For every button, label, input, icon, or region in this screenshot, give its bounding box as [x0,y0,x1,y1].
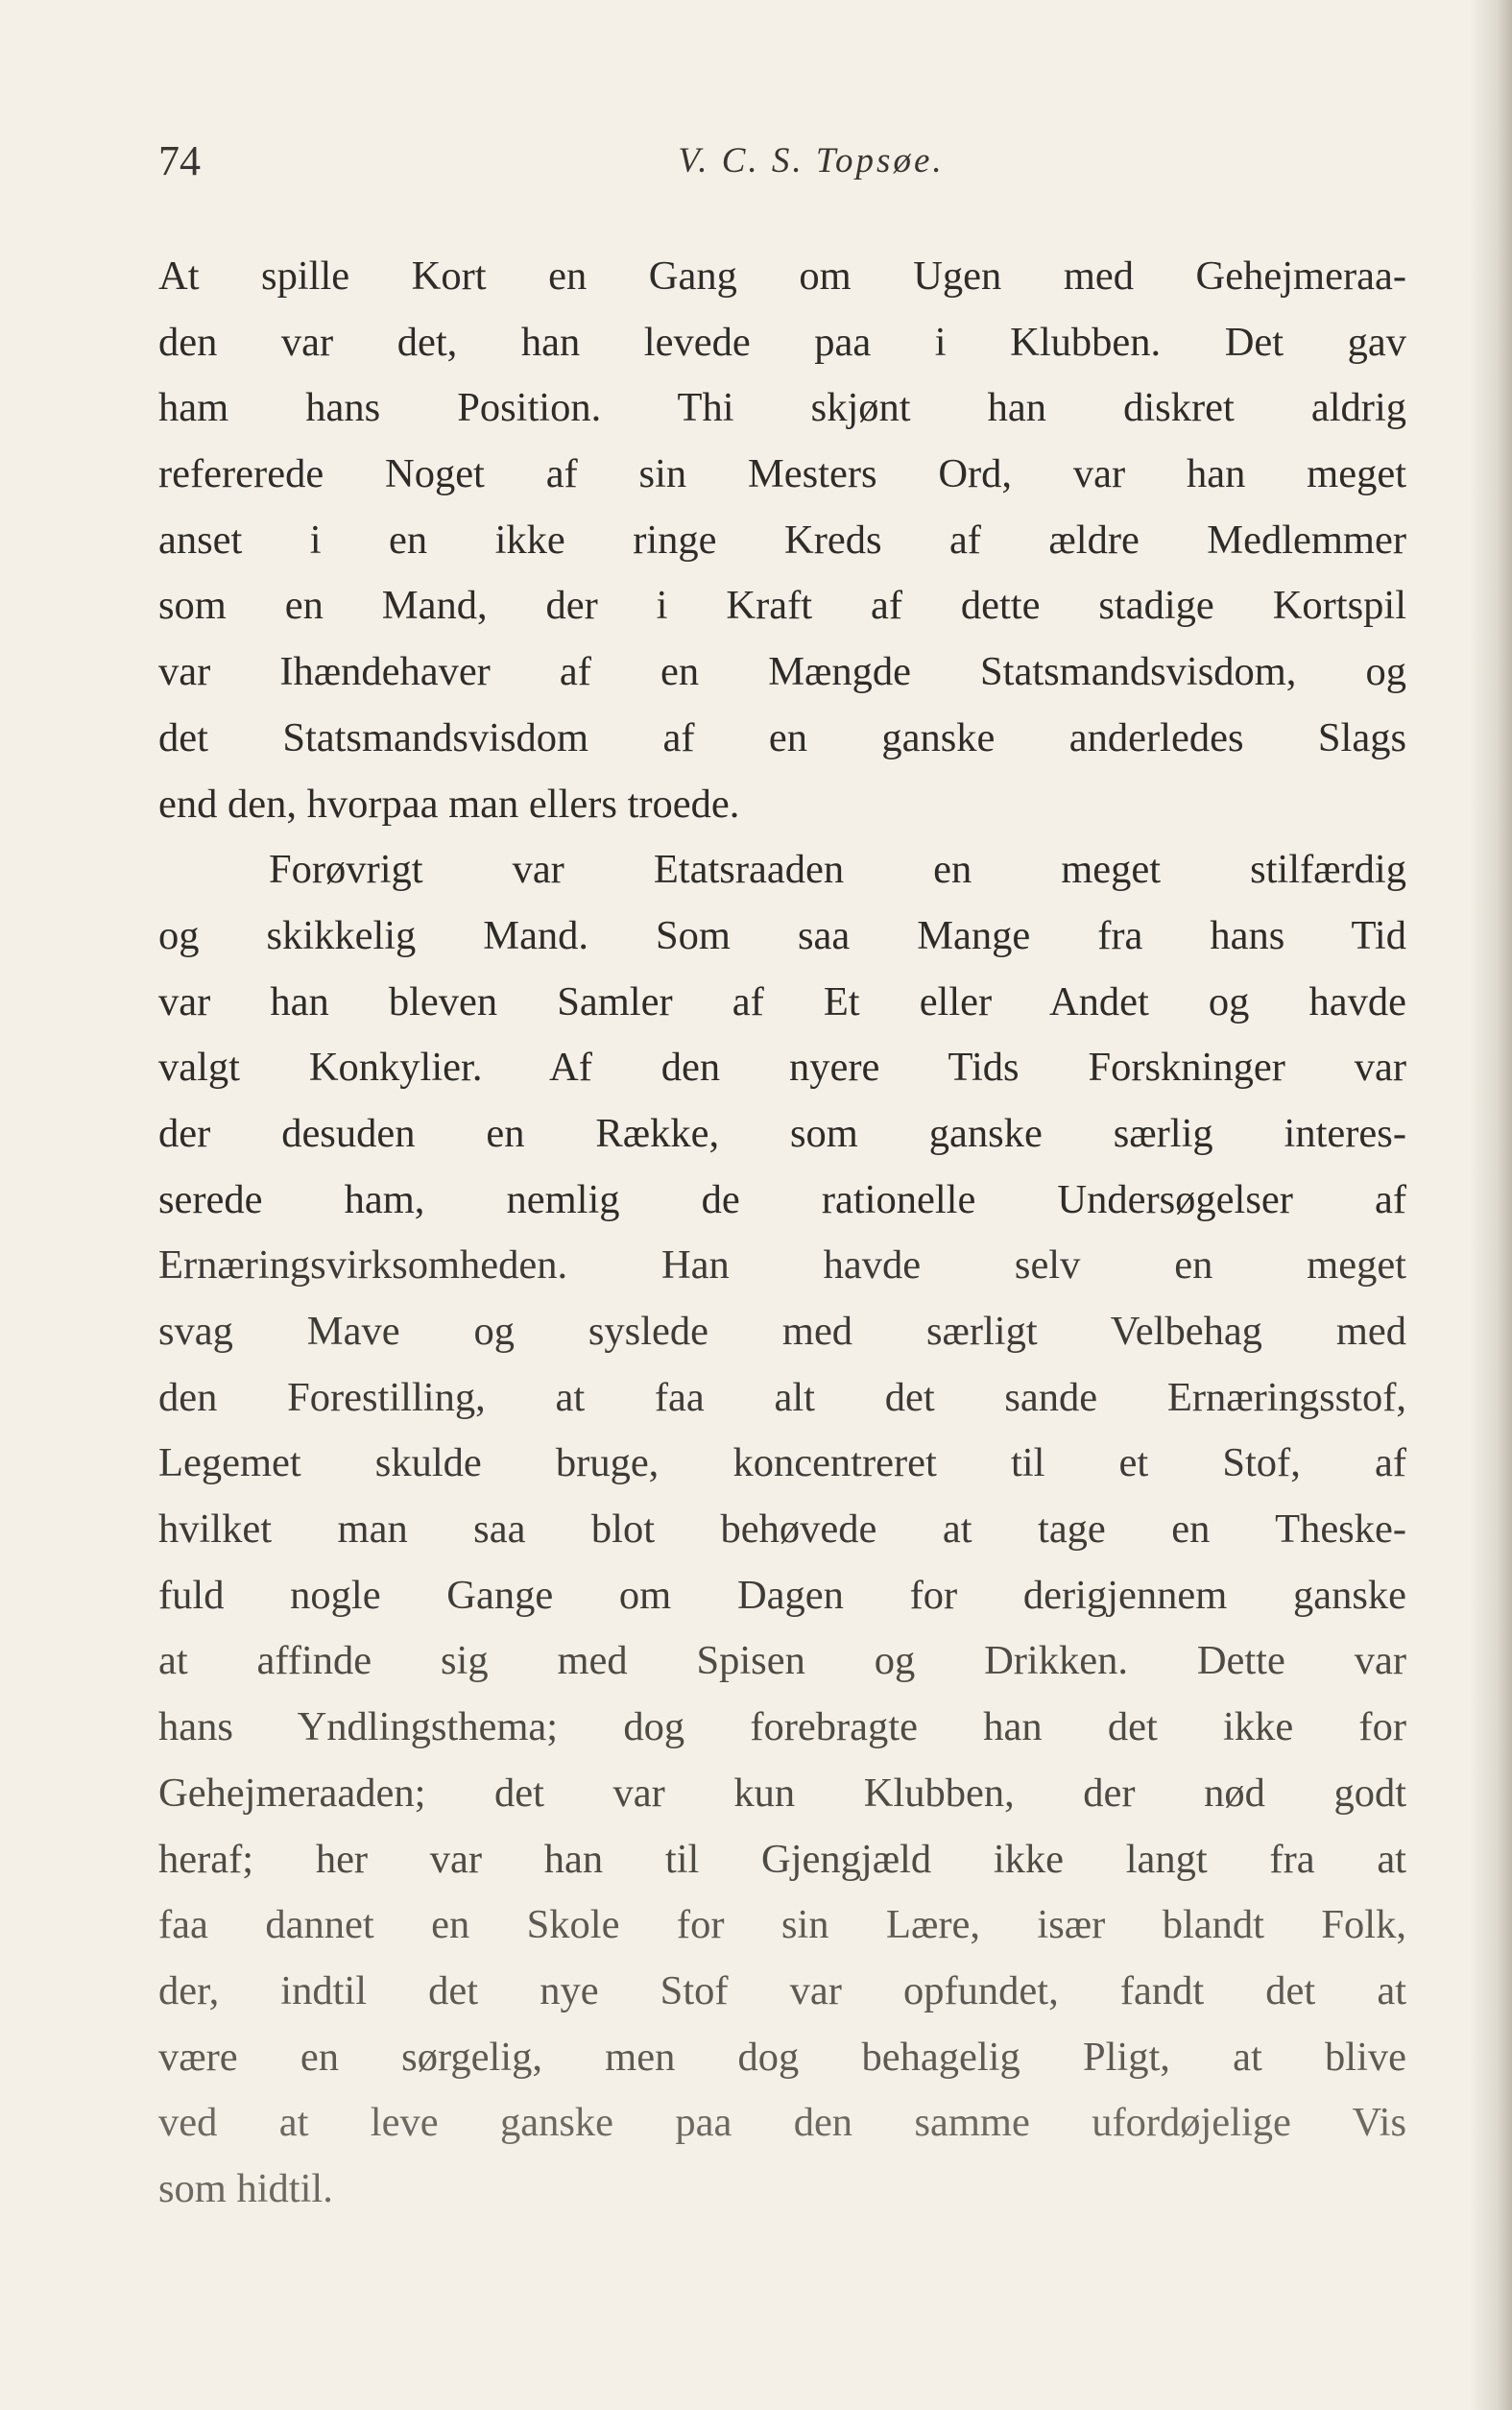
text-line: fuld nogle Gange om Dagen for derigjennem ganske [158,1572,1406,1618]
text-line: var han bleven Samler af Et eller Andet og havde [158,978,1406,1024]
text-line: som hidtil. [158,2165,333,2211]
text-line: den Forestilling, at faa alt det sande Ernæringsstof, [158,1374,1406,1420]
text-line: anset i en ikke ringe Kreds af ældre Medlemmer [158,517,1406,563]
page-header [158,133,1397,190]
text-line: den var det, han levede paa i Klubben. Det gav [158,319,1406,365]
text-line: var Ihændehaver af en Mængde Statsmandsvisdom, og [158,649,1406,695]
body-text [158,244,1406,2223]
text-line: der, indtil det nye Stof var opfundet, fandt det at [158,1967,1406,2013]
text-line: at affinde sig med Spisen og Drikken. Dette var [158,1638,1406,1684]
text-line: svag Mave og syslede med særligt Velbehag med [158,1309,1406,1354]
text-line: det Statsmandsvisdom af en ganske anderledes Slags [158,714,1406,760]
text-line: være en sørgelig, men dog behagelig Pligt, at blive [158,2034,1406,2080]
text-line: der desuden en Række, som ganske særlig interes- [158,1110,1406,1156]
text-line: faa dannet en Skole for sin Lære, især blandt Folk, [158,1902,1406,1948]
text-line: hvilket man saa blot behøvede at tage en Theske- [158,1506,1406,1553]
page-number: 74 [158,137,201,184]
running-head: V. C. S. Topsøe. [678,141,945,181]
text-line: valgt Konkylier. Af den nyere Tids Forskninger var [158,1045,1406,1091]
text-line: serede ham, nemlig de rationelle Undersøgelser af [158,1176,1406,1222]
text-line: At spille Kort en Gang om Ugen med Gehejmeraa- [158,253,1406,299]
text-line: ved at leve ganske paa den samme ufordøjelige Vis [158,2100,1406,2146]
text-line: Ernæringsvirksomheden. Han havde selv en meget [158,1242,1406,1289]
text-line: refererede Noget af sin Mesters Ord, var han meget [158,451,1406,497]
text-line: Gehejmeraaden; det var kun Klubben, der nød godt [158,1770,1406,1816]
text-line: ham hans Position. Thi skjønt han diskret aldrig [158,385,1406,431]
text-line: end den, hvorpaa man ellers troede. [158,781,740,827]
text-line: Legemet skulde bruge, koncentreret til et Stof, af [158,1440,1406,1486]
text-line: som en Mand, der i Kraft af dette stadige Kortspil [158,583,1406,629]
text-line: og skikkelig Mand. Som saa Mange fra hans Tid [158,912,1406,958]
text-line: hans Yndlingsthema; dog forebragte han det ikke for [158,1704,1406,1750]
text-line: Forøvrigt var Etatsraaden en meget stilfærdig [269,847,1406,893]
text-line: heraf; her var han til Gjengjæld ikke langt fra at [158,1836,1406,1882]
